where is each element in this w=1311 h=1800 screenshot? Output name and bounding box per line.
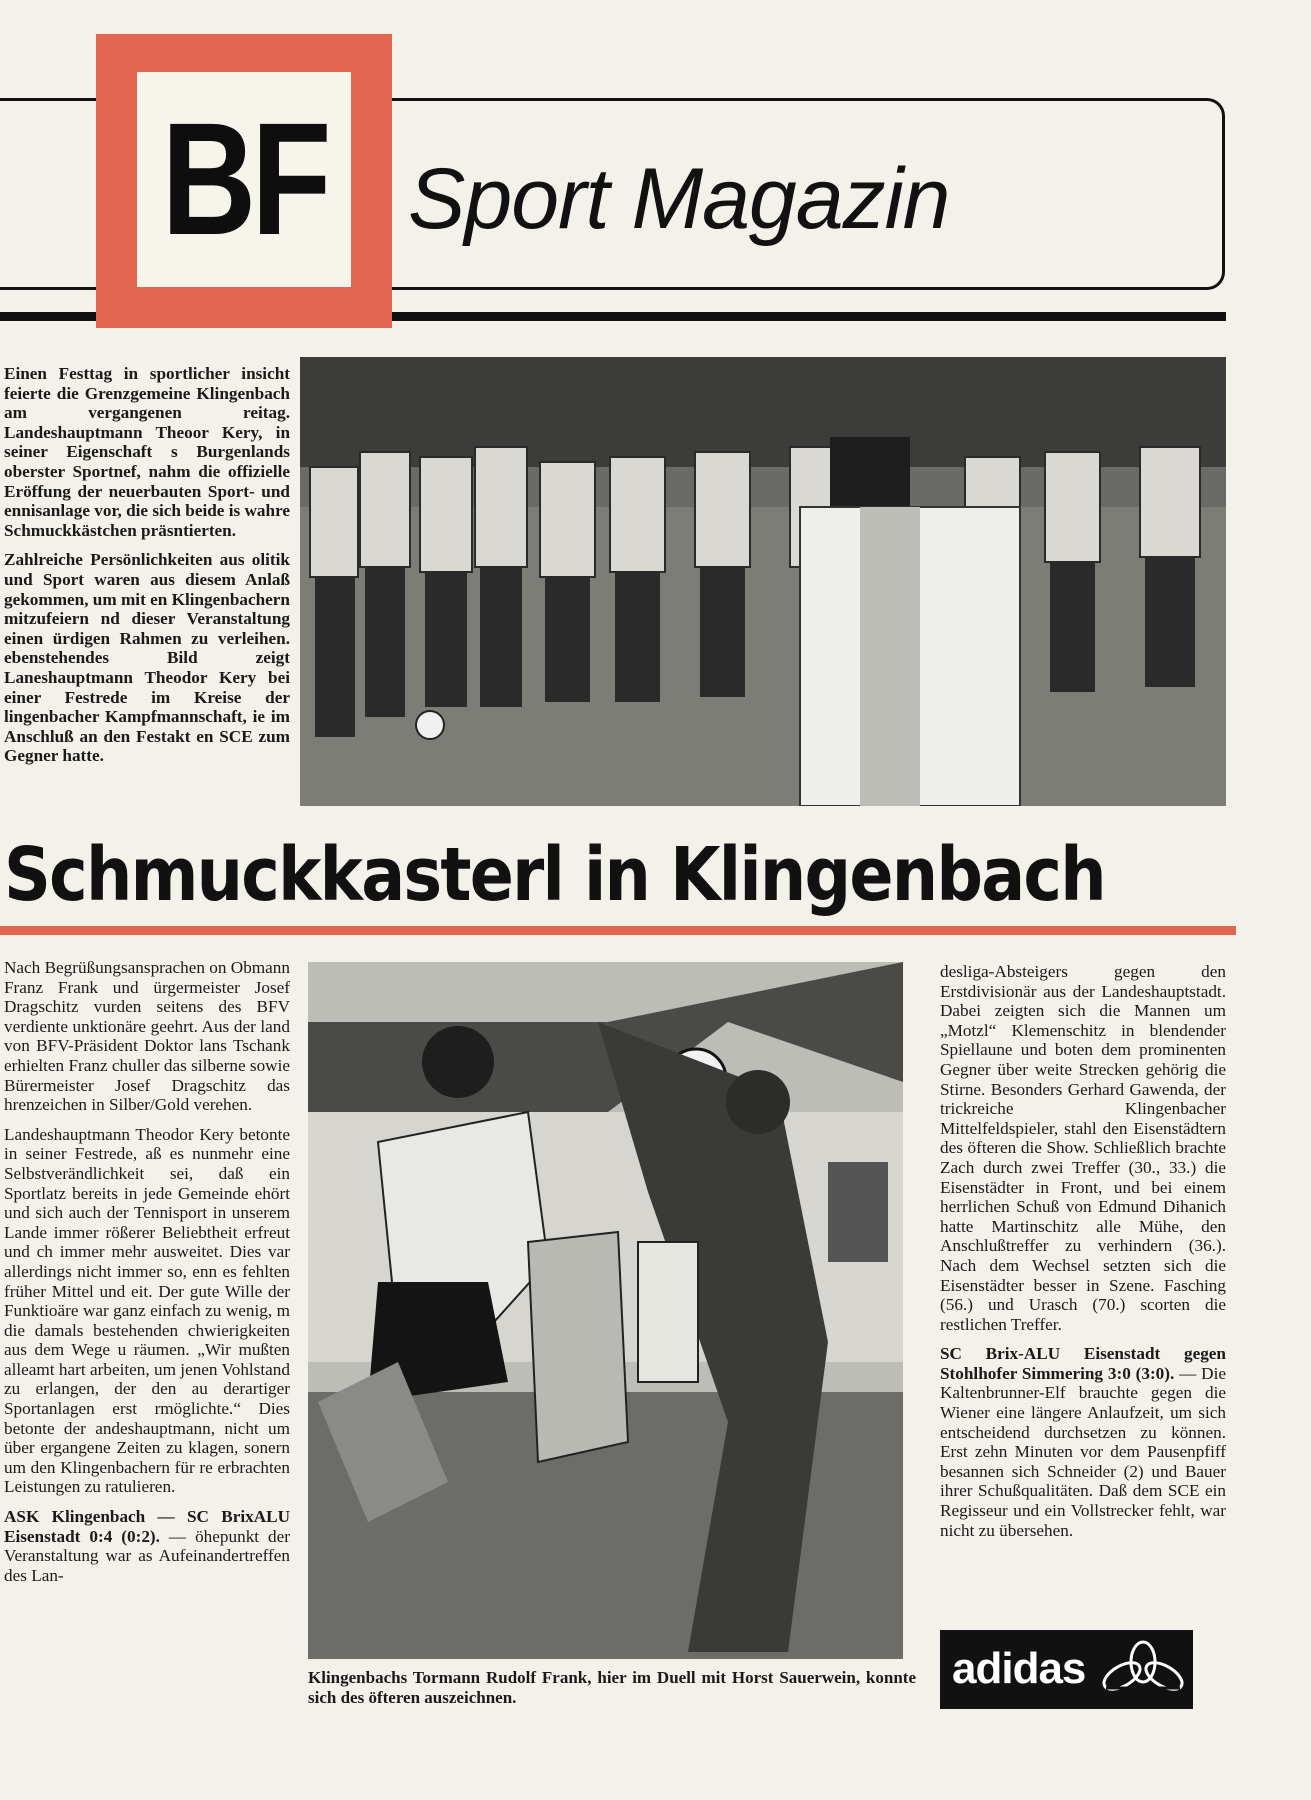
left-paragraph-1: Nach Begrüßungsansprachen on Obmann Franz Frank und ürgermeister Josef Dragschitz vurden seitens des BFV verdiente unktionäre geehrt. Aus der land von BFV-Präsident Doktor lans Tschank erhielten Franz chuller das silberne sowie Bürermeister Josef Dragschitz das hrenzeichen in Silber/Gold verehen. xyxy=(4,958,290,1115)
goalkeeper-photo xyxy=(308,962,903,1659)
bf-logo: BF xyxy=(161,89,327,268)
adidas-ad xyxy=(940,1630,1193,1709)
left-paragraph-3: — öhepunkt der Veranstaltung war as Aufeinandertreffen des Lan- xyxy=(4,1526,290,1585)
trefoil-icon xyxy=(1100,1640,1186,1702)
magazine-title: Sport Magazin xyxy=(408,151,950,247)
goalkeeper-photo-illustration xyxy=(308,962,903,1659)
right-paragraph-1: desliga-Absteigers gegen den Erstdivisionär aus der Landeshauptstadt. Dabei zeigten sich die Mannen um „Motzl“ Klemenschitz in blendender Spiellaune und boten dem prominenten Gegner über weite Strecken gehörig die Stirne. Besonders Gerhard Gawenda, der trickreiche Klingenbacher Mittelfeldspieler, stahl den Eisenstädtern des öfteren die Show. Schließlich brachte Zach durch zwei Treffer (30., 33.) die Eisenstädter in Front, und bei einem herrlichen Schuß von Edmund Dihanich hatte Martinschitz alle Mühe, den Anschlußtreffer zu verhindern (36.). Nach dem Wechsel setzten sich die Eisenstädter besser in Szene. Fasching (56.) und Urasch (70.) scorten die restlichen Treffer. xyxy=(940,962,1226,1334)
intro-paragraph-2: Zahlreiche Persönlichkeiten aus olitik und Sport waren aus diesem Anlaß gekommen, um mit en Klingenbachern mitzufeiern nd dieser Veranstaltung einen ürdigen Rahmen zu verleihen. ebenstehendes Bild zeigt Laneshauptmann Theodor Kery bei einer Festrede im Kreise der lingenbacher Kampfmannschaft, ie im Anschluß an den Festakt en SCE zum Gegner hatte. xyxy=(4,550,290,766)
match-heading-2: SC Brix-ALU Eisenstadt gegen Stohlhofer Simmering 3:0 (3:0). xyxy=(940,1344,1226,1383)
masthead-rule-left xyxy=(0,312,96,321)
right-column xyxy=(940,962,1226,1540)
left-paragraph-2: Landeshauptmann Theodor Kery betonte in seiner Festrede, aß es nunmehr eine Selbstverändlichkeit sei, daß ein Sportlatz bereits in jede Gemeinde ehört und sich auch der Tennisport in unserem Lande immer rößerer Beliebtheit erfreut und ch immer mehr ausweitet. Dies var allerdings nicht immer so, enn es fehlten früher Mittel und eit. Der gute Wille der Funktioäre war ganz einfach zu wenig, m die damals bestehenden chwierigkeiten aus dem Wege u räumen. „Wir mußten alleamt hart arbeiten, um jenen Vohlstand zu erlangen, der den au derartiger Sportanlagen erst rmöglichte.“ Dies betonte der andeshauptmann, nicht um über ergangene Zeiten zu klagen, sonern um den Klingenbachern für re erbrachten Leistungen zu ratulieren. xyxy=(4,1124,290,1497)
right-paragraph-2: — Die Kaltenbrunner-Elf brauchte gegen die Wiener eine längere Anlaufzeit, um sich entscheidend durchsetzen zu können. Erst zehn Minuten vor dem Pausenpfiff besannen sich Schneider (2) und Bauer ihrer Schußqualitäten. Daß dem SCE ein Regisseur und ein Vollstrecker fehlt, war nicht zu übersehen. xyxy=(940,1363,1226,1540)
headline: Schmuckkasterl in Klingenbach xyxy=(4,832,1105,918)
masthead-rule-right xyxy=(392,312,1226,321)
ceremony-photo-illustration xyxy=(300,357,1226,806)
left-column xyxy=(4,958,290,1585)
headline-red-rule xyxy=(0,926,1236,935)
match-heading-1: ASK Klingenbach — SC BrixALU Eisenstadt 0:4 (0:2). xyxy=(4,1507,290,1546)
adidas-wordmark: adidas xyxy=(952,1644,1086,1693)
intro-paragraph-1: Einen Festtag in sportlicher insicht feierte die Grenzgemeine Klingenbach am vergangenen reitag. Landeshauptmann Theoor Kery, in seiner Eigenschaft s Burgenlands oberster Sportnef, nahm die offizielle Eröffung der neuerbauten Sport- und ennisanlage vor, die sich beide is wahre Schmuckkästchen präsntierten. xyxy=(4,364,291,540)
ceremony-photo xyxy=(300,357,1226,806)
intro-text xyxy=(4,364,290,776)
photo-caption: Klingenbachs Tormann Rudolf Frank, hier im Duell mit Horst Sauerwein, konnte sich des öfteren auszeichnen. xyxy=(308,1668,916,1707)
